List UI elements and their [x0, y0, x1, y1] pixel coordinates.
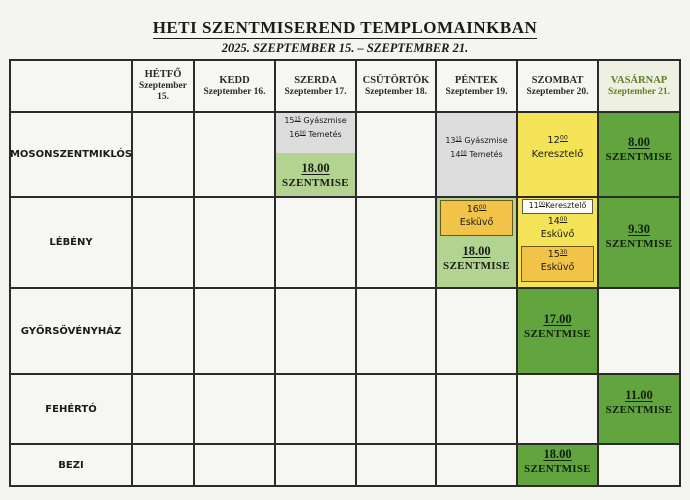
day-date: Szeptember 17. — [284, 86, 347, 97]
schedule-cell — [195, 113, 274, 196]
header-pentek — [437, 61, 516, 111]
event-wedding: $16^{00}$ Esküvő — [459, 204, 494, 228]
day-date: Szeptember 20. — [526, 86, 589, 97]
schedule-cell — [518, 375, 597, 443]
church-mosonszentmiklos: MOSONSZENTMIKLÓS — [11, 113, 131, 196]
mass-entry: 18.00 SZENTMISE — [524, 447, 591, 475]
schedule-cell — [437, 445, 516, 485]
event-funeral-mass: $15^{15}$ Gyászmise — [284, 116, 347, 125]
schedule-cell — [357, 113, 435, 196]
header-szerda — [276, 61, 355, 111]
schedule-cell — [357, 375, 435, 443]
day-date: Szeptember 18. — [364, 86, 428, 97]
schedule-cell — [133, 375, 193, 443]
day-date: 15. — [157, 92, 169, 103]
schedule-cell — [133, 289, 193, 373]
schedule-cell — [357, 289, 435, 373]
schedule-cell — [437, 375, 516, 443]
schedule-cell — [195, 289, 274, 373]
mass-entry: 8.00 SZENTMISE — [605, 135, 673, 163]
schedule-cell — [357, 445, 435, 485]
church-lebeny: LÉBÉNY — [11, 198, 131, 287]
day-name: SZOMBAT — [531, 74, 584, 86]
header-hetfo — [133, 61, 193, 111]
header-kedd — [195, 61, 274, 111]
day-name: KEDD — [219, 74, 250, 86]
schedule-cell — [276, 289, 355, 373]
mass-entry: 18.00 SZENTMISE — [443, 244, 510, 272]
header-csutortok — [357, 61, 435, 111]
schedule-cell — [195, 198, 274, 287]
church-gyorsovenyhaz: GYŐRSÖVÉNYHÁZ — [11, 289, 131, 373]
schedule-cell — [276, 375, 355, 443]
date-range: 2025. SZEPTEMBER 15. – SZEPTEMBER 21. — [221, 41, 469, 55]
day-name: HÉTFŐ — [144, 69, 182, 81]
header-szombat — [518, 61, 597, 111]
day-date: Szeptember — [138, 81, 187, 92]
church-feherto: FEHÉRTÓ — [11, 375, 131, 443]
corner-cell — [11, 61, 131, 111]
event-funeral: $14^{00}$ Temetés — [450, 150, 503, 159]
schedule-cell — [133, 113, 193, 196]
schedule-cell — [195, 445, 274, 485]
event-wedding: $15^{30}$ Esküvő — [540, 249, 575, 273]
day-date: Szeptember 19. — [445, 86, 508, 97]
schedule-cell — [599, 445, 679, 485]
schedule-cell — [437, 289, 516, 373]
schedule-cell — [599, 289, 679, 373]
page-title: HETI SZENTMISEREND TEMPLOMAINKBAN — [152, 18, 538, 37]
schedule-cell — [276, 198, 355, 287]
mass-entry: 17.00 SZENTMISE — [524, 312, 591, 340]
event-baptism: $12^{00}$ Keresztelő — [531, 134, 584, 160]
day-date: Szeptember 16. — [203, 86, 266, 97]
header-vasarnap — [599, 61, 679, 111]
schedule-cell — [195, 375, 274, 443]
day-date: Szeptember 21. — [607, 86, 671, 97]
mass-entry: 18.00 SZENTMISE — [282, 161, 349, 189]
schedule-cell — [357, 198, 435, 287]
day-name: SZERDA — [294, 74, 337, 86]
schedule-cell — [276, 445, 355, 485]
event-baptism: $11^{00}Keresztelő$ — [528, 201, 587, 210]
day-name: CSÜTÖRTÖK — [362, 74, 430, 86]
church-bezi: BEZI — [11, 445, 131, 485]
mass-entry: 11.00 SZENTMISE — [605, 388, 673, 416]
event-funeral-mass: $13^{15}$ Gyászmise — [445, 136, 508, 145]
schedule-cell — [133, 445, 193, 485]
schedule-cell — [133, 198, 193, 287]
event-wedding: $14^{00}$ Esküvő — [540, 216, 575, 240]
mass-entry: 9.30 SZENTMISE — [605, 222, 673, 250]
day-name: VASÁRNAP — [610, 74, 668, 86]
day-name: PÉNTEK — [454, 74, 499, 86]
event-funeral: $16^{00}$ Temetés — [289, 130, 342, 139]
